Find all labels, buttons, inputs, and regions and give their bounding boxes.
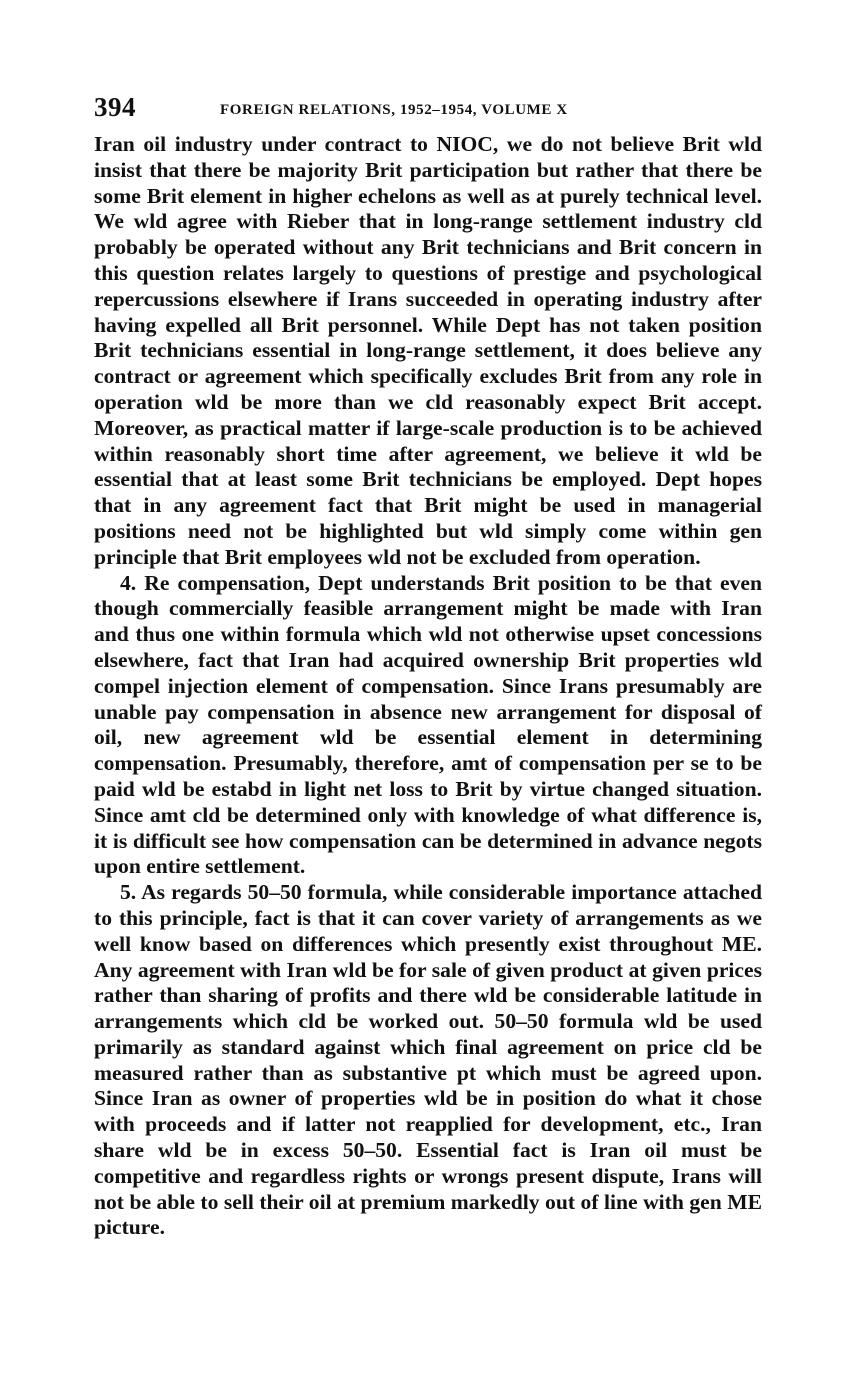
paragraph-continuation: Iran oil industry under contract to NIOC, we do not believe Brit wld insist that there be majority Brit participation but rather that there be some Brit element in higher echelons as well as at purely technical level. We wld agree with Rieber that in long-range settlement industry cld probably be operated without any Brit technicians and Brit concern in this question relates largely to questions of prestige and psychological repercussions elsewhere if Irans succeeded in operating industry after having expelled all Brit personnel. While Dept has not taken position Brit technicians essential in long-range settlement, it does believe any contract or agreement which specifically excludes Brit from any role in operation wld be more than we cld reasonably expect Brit accept. Moreover, as practical matter if large-scale production is to be achieved within reasonably short time after agreement, we believe it wld be essential that at least some Brit technicians be employed. Dept hopes that in any agreement fact that Brit might be used in managerial positions need not be highlighted but wld simply come within gen principle that Brit employees wld not be excluded from operation. [94,132,762,569]
page-header [94,92,762,132]
document-page [94,92,762,1241]
page-number: 394 [94,92,136,122]
running-head: FOREIGN RELATIONS, 1952–1954, VOLUME X [220,102,568,118]
body-text [94,132,762,1241]
paragraph-5-fifty-fifty-formula: 5. As regards 50–50 formula, while considerable importance attached to this principle, fact is that it can cover variety of arrangements as we well know based on differences which presently exist throughout ME. Any agreement with Iran wld be for sale of given product at given prices rather than sharing of profits and there wld be considerable latitude in arrangements which cld be worked out. 50–50 formula wld be used primarily as standard against which final agreement on price cld be measured rather than as substantive pt which must be agreed upon. Since Iran as owner of properties wld be in position do what it chose with proceeds and if latter not reapplied for development, etc., Iran share wld be in excess 50–50. Essential fact is Iran oil must be competitive and regardless rights or wrongs present dispute, Irans will not be able to sell their oil at premium markedly out of line with gen ME picture. [94,880,762,1240]
paragraph-4-compensation: 4. Re compensation, Dept understands Brit position to be that even though commercially feasible arrangement might be made with Iran and thus one within formula which wld not otherwise upset concessions elsewhere, fact that Iran had acquired ownership Brit properties wld compel injection element of compensation. Since Irans presumably are unable pay compensation in absence new arrangement for disposal of oil, new agreement wld be essential element in determining compensation. Presumably, therefore, amt of compensation per se to be paid wld be estabd in light net loss to Brit by virtue changed situation. Since amt cld be determined only with knowledge of what difference is, it is difficult see how compensation can be determined in advance negots upon entire settlement. [94,570,762,879]
